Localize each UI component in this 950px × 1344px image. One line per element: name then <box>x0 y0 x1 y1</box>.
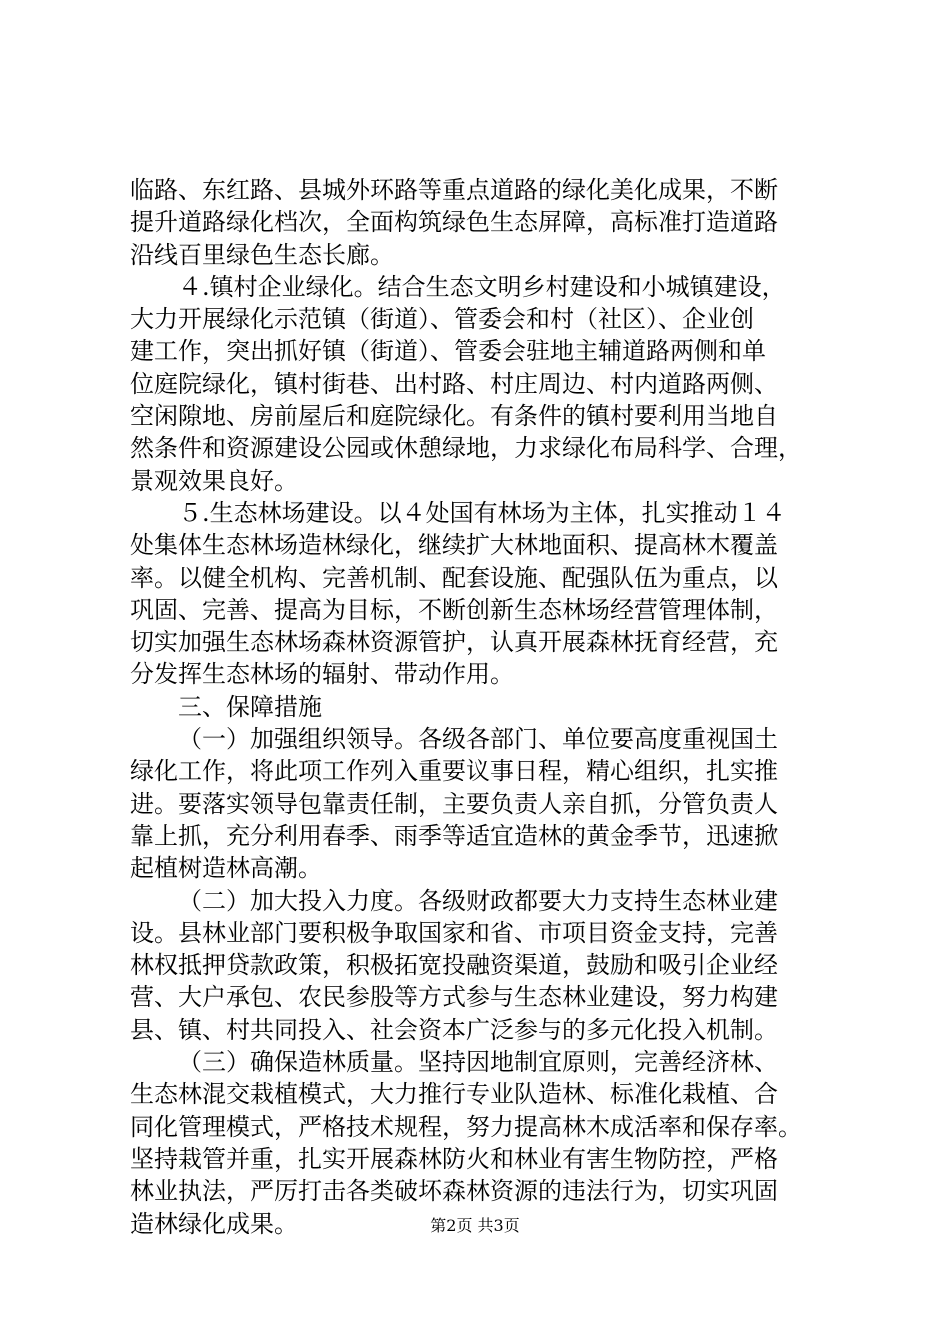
text-line: 营、大户承包、农民参股等方式参与生态林业建设，努力构建 <box>130 983 778 1012</box>
text-line: 绿化工作，将此项工作列入重要议事日程，精心组织，扎实推 <box>130 757 778 786</box>
text-line: 位庭院绿化，镇村街巷、出村路、村庄周边、村内道路两侧、 <box>130 369 778 398</box>
document-body <box>130 174 830 1240</box>
text-line: 分发挥生态林场的辐射、带动作用。 <box>130 660 514 689</box>
text-line: 进。要落实领导包靠责任制，主要负责人亲自抓，分管负责人 <box>130 789 778 818</box>
text-line: 同化管理模式，严格技术规程，努力提高林木成活率和保存率。 <box>130 1112 802 1141</box>
text-line: 率。以健全机构、完善机制、配套设施、配强队伍为重点，以 <box>130 563 778 592</box>
text-line: 靠上抓，充分利用春季、雨季等适宜造林的黄金季节，迅速掀 <box>130 821 778 850</box>
text-line: 提升道路绿化档次，全面构筑绿色生态屏障，高标准打造道路 <box>130 208 778 237</box>
text-line: 然条件和资源建设公园或休憩绿地，力求绿化布局科学、合理， <box>130 434 802 463</box>
text-line: 切实加强生态林场森林资源管护，认真开展森林抚育经营，充 <box>130 628 778 657</box>
text-line: （二）加大投入力度。各级财政都要大力支持生态林业建 <box>178 886 778 915</box>
text-line: 处集体生态林场造林绿化，继续扩大林地面积、提高林木覆盖 <box>130 531 778 560</box>
text-line: ４.镇村企业绿化。结合生态文明乡村建设和小城镇建设， <box>178 272 786 301</box>
text-line: 坚持栽管并重，扎实开展森林防火和林业有害生物防控，严格 <box>130 1144 778 1173</box>
text-line: 巩固、完善、提高为目标，不断创新生态林场经营管理体制， <box>130 595 778 624</box>
text-line: 林业执法，严厉打击各类破坏森林资源的违法行为，切实巩固 <box>130 1177 778 1206</box>
text-line: 建工作，突出抓好镇（街道）、管委会驻地主辅道路两侧和单 <box>130 337 766 366</box>
text-line: ５.生态林场建设。以４处国有林场为主体，扎实推动１４ <box>178 498 786 527</box>
text-line: 设。县林业部门要积极争取国家和省、市项目资金支持，完善 <box>130 918 778 947</box>
page-footer: 第2页 共3页 <box>430 1216 520 1235</box>
text-line: 空闲隙地、房前屋后和庭院绿化。有条件的镇村要利用当地自 <box>130 402 778 431</box>
text-line: 起植树造林高潮。 <box>130 854 322 883</box>
text-line: （一）加强组织领导。各级各部门、单位要高度重视国土 <box>178 725 778 754</box>
text-line: 造林绿化成果。 <box>130 1209 298 1238</box>
text-line: 林权抵押贷款政策，积极拓宽投融资渠道，鼓励和吸引企业经 <box>130 951 778 980</box>
text-line: 大力开展绿化示范镇（街道）、管委会和村（社区）、企业创 <box>130 305 754 334</box>
text-line: 生态林混交栽植模式，大力推行专业队造林、标准化栽植、合 <box>130 1080 778 1109</box>
text-line: 沿线百里绿色生态长廊。 <box>130 240 394 269</box>
text-line: 景观效果良好。 <box>130 466 298 495</box>
text-line: 县、镇、村共同投入、社会资本广泛参与的多元化投入机制。 <box>130 1015 778 1044</box>
text-line: 临路、东红路、县城外环路等重点道路的绿化美化成果，不断 <box>130 176 778 204</box>
text-line: 三、保障措施 <box>178 692 322 721</box>
text-line: （三）确保造林质量。坚持因地制宜原则，完善经济林、 <box>178 1048 778 1077</box>
